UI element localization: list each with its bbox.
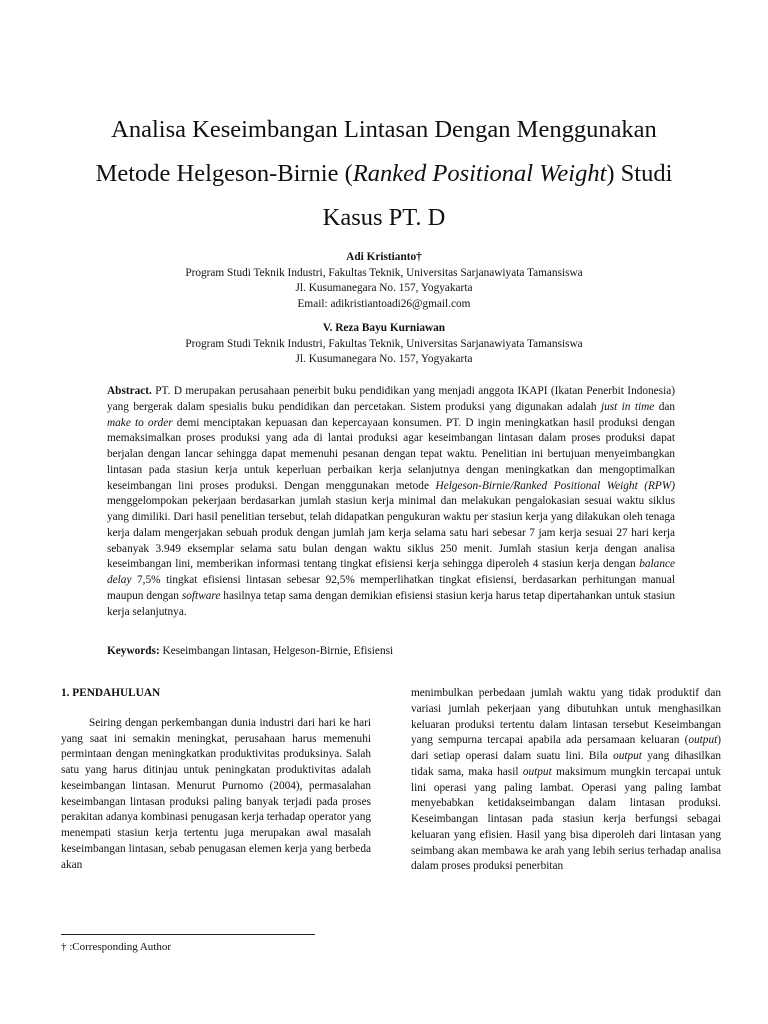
author-affiliation: Program Studi Teknik Industri, Fakultas Teknik, Universitas Sarjanawiyata Tamansiswa (185, 266, 583, 279)
author-address: Jl. Kusumanegara No. 157, Yogyakarta (295, 282, 473, 295)
abstract-text: menggelompokan pekerjaan berdasarkan jumlah stasiun kerja minimal dan melakukan pengalokasian sesuai waktu siklus yang dimiliki. Dari hasil penelitian tersebut, telah didapatkan pengukuran waktu per stasiun kerja yang dilakukan oleh tenaga kerja dalam mengerjakan sebuah produk dengan jumlah jam kerja selama satu hari sebesar 7 jam kerja sesuai 27 hari kerja sebanyak 3.949 eksemplar selama satu bulan dengan waktu siklus 250 menit. Jumlah stasiun kerja dengan analisa keseimbangan lini, memberikan informasi tentang tingkat efisiensi kerja sehingga diperoleh 4 stasiun kerja dengan (107, 495, 675, 571)
abstract-italic: balance delay (107, 558, 675, 586)
author-affiliation: Program Studi Teknik Industri, Fakultas Teknik, Universitas Sarjanawiyata Tamansiswa (185, 337, 583, 350)
body-text: menimbulkan perbedaan jumlah waktu yang tidak produktif dan variasi jumlah pekerjaan yang dibutuhkan untuk menghasilkan keluaran produksi tertentu dalam lintasan tersebut Keseimbangan yang sempurna tercapai apabila ada persamaan keluaran ( (411, 687, 721, 747)
author-email: Email: adikristiantoadi26@gmail.com (297, 297, 471, 310)
footnote: † :Corresponding Author (61, 941, 171, 953)
keywords-text: Keseimbangan lintasan, Helgeson-Birnie, Efisiensi (159, 645, 394, 657)
abstract-italic: make to order (107, 416, 173, 429)
abstract-italic: Helgeson-Birnie/Ranked Positional Weight (RPW) (435, 479, 676, 492)
title-line-2-italic: Ranked Positional Weight (352, 160, 607, 187)
abstract-italic: software (181, 589, 221, 602)
abstract (107, 384, 675, 620)
body-text: yang dihasilkan tidak sama, maka hasil (411, 750, 722, 778)
section-heading: 1. PENDAHULUAN (61, 687, 161, 699)
abstract-text: hasilnya tetap sama dengan demikian efisiensi stasiun kerja harus tetap dipertahankan untuk stasiun kerja selanjutnya. (107, 589, 675, 618)
body-italic: output (613, 750, 642, 762)
abstract-italic: just in time (600, 400, 655, 413)
body-italic: output (688, 734, 718, 747)
body-paragraph (411, 686, 721, 875)
body-italic: output (522, 765, 552, 778)
author-block-1 (100, 250, 668, 312)
title-line-2b: ) Studi (606, 160, 673, 187)
author-address: Jl. Kusumanegara No. 157, Yogyakarta (295, 353, 473, 366)
keywords (107, 644, 675, 660)
abstract-text: dan (654, 400, 676, 413)
abstract-text: PT. D merupakan perusahaan penerbit buku pendidikan yang menjadi anggota IKAPI (Ikatan Penerbit Indonesia) yang bergerak dalam spesialis buku pendidikan dan percetakan. Sistem produksi yang digunakan adalah (107, 385, 675, 413)
title-line-3: Kasus PT. D (322, 204, 446, 231)
body-text: maksimum mungkin tercapai untuk lini operasi yang paling lambat. Operasi yang paling lambat menyebabkan ketidakseimbangan dalam lintasan produksi. Keseimbangan lintasan pada stasiun kerja berfungsi sebagai keluaran yang efisien. Hasil yang bisa diperoleh dari lintasan yang seimbang akan membawa ke arah yang lebih serius terhadap analisa dalam proses produksi penerbitan (411, 765, 721, 873)
author-name: Adi Kristianto† (346, 251, 422, 263)
title-line-1: Analisa Keseimbangan Lintasan Dengan Menggunakan (111, 116, 657, 143)
body-paragraph: Seiring dengan perkembangan dunia industri dari hari ke hari yang saat ini semakin meningkat, perusahaan harus memenuhi permintaan dengan meningkatkan produktivitas produksinya. Salah satu yang harus ditinjau untuk peningkatan produktivitas adalah keseimbangan lintasan. Menurut Purnomo (2004), permasalahan keseimbangan lintasan produksi paling banyak terjadi pada proses perakitan adanya kombinasi penugasan kerja terhadap operator yang menempati stasiun kerja tertentu juga merupakan awal masalah keseimbangan lintasan, sebab penugasan elemen kerja yang berbeda akan (61, 716, 371, 871)
left-column (61, 686, 371, 873)
author-block-2 (100, 321, 668, 368)
keywords-label: Keywords: (107, 645, 160, 657)
paper-title (60, 108, 708, 240)
abstract-label: Abstract. (107, 385, 152, 397)
body-text: ) dari setiap operasi dalam suatu lini. Bila (411, 734, 721, 762)
footnote-rule (61, 934, 315, 935)
abstract-text: 7,5% tingkat efisiensi lintasan sebesar 92,5% memperlihatkan tingkat efisiensi, berdasarkan perhitungan manual maupun dengan (107, 574, 675, 602)
title-line-2a: Metode Helgeson-Birnie ( (95, 160, 353, 187)
abstract-text: demi menciptakan kepuasan dan kepercayaan konsumen. PT. D ingin meningkatkan hasil produksi dengan memaksimalkan proses produksi yang ada di lantai produksi agar keseimbangan lintasan dalam proses produksi dapat berjalan dengan lancar sehingga dapat memenuhi pesanan dengan tepat waktu. Penelitian ini bertujuan menyeimbangkan lintasan pada stasiun kerja untuk keperluan perbaikan kerja selanjutnya dengan meningkatkan dan mengoptimalkan keseimbangan lini proses produksi. Dengan menggunakan metode (107, 416, 675, 492)
author-name: V. Reza Bayu Kurniawan (322, 322, 446, 334)
right-column (411, 686, 721, 875)
